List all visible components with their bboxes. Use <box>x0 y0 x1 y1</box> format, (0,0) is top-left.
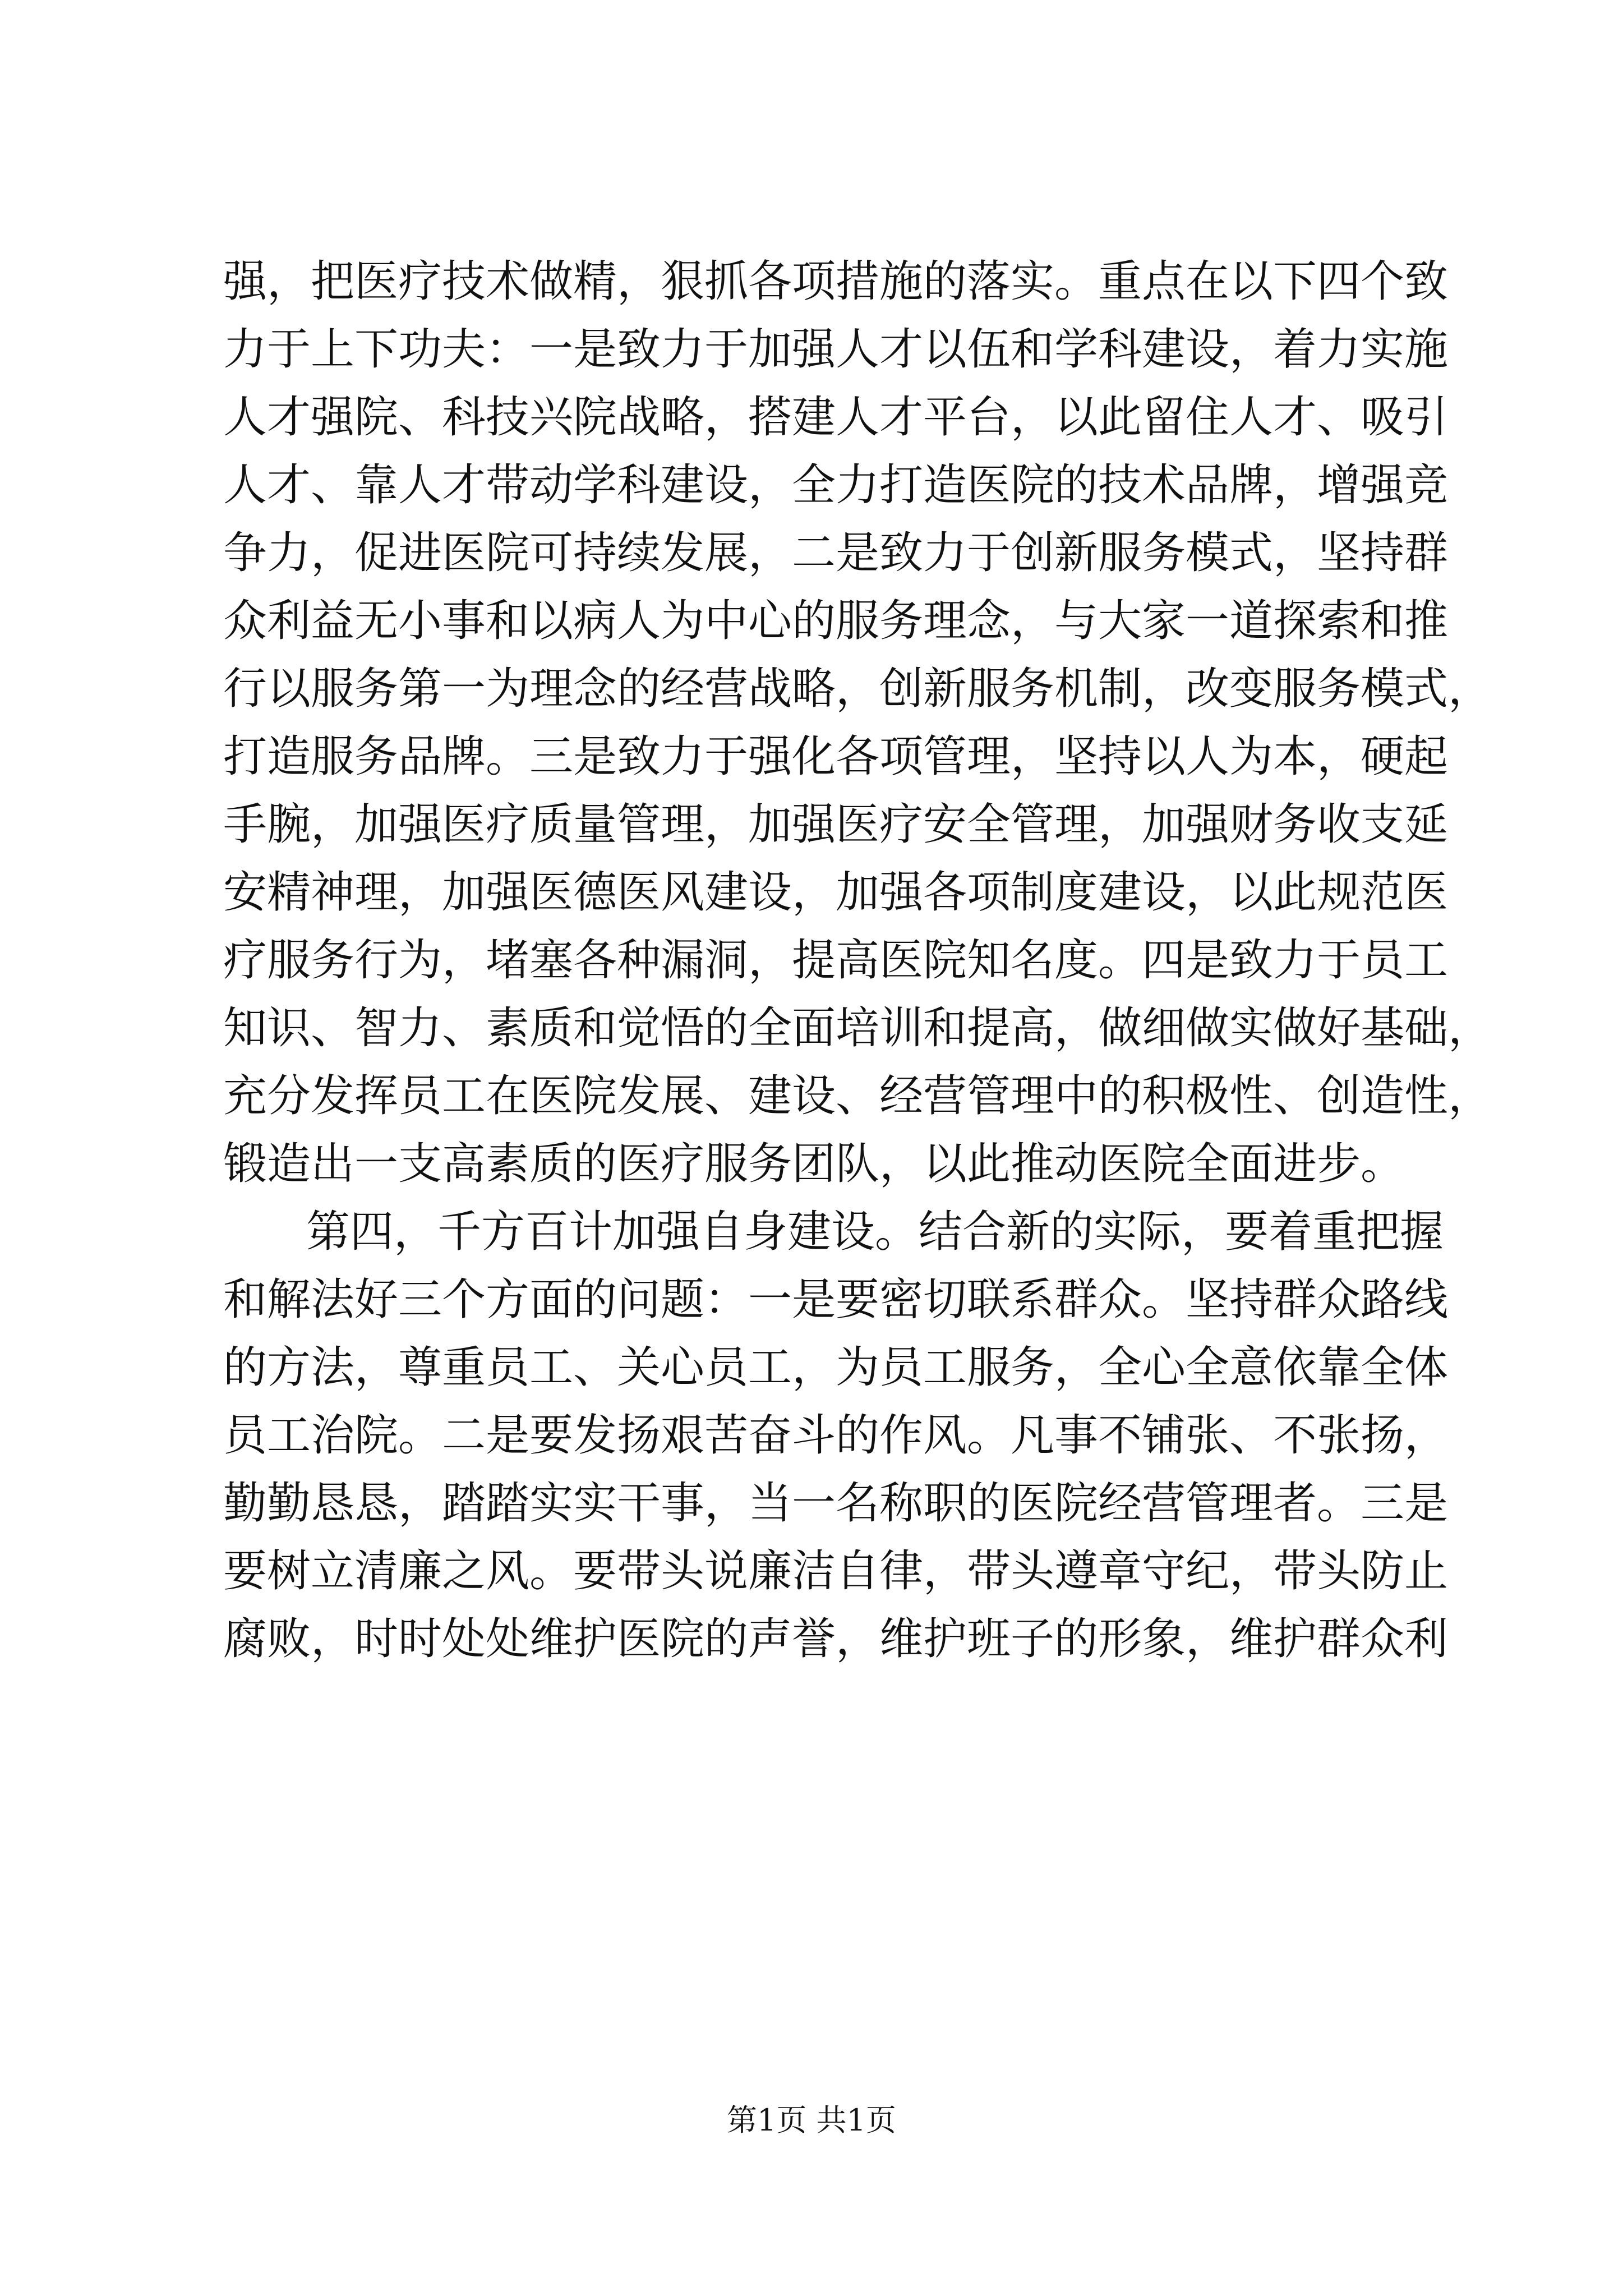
text-line: 员工治院。二是要发扬艰苦奋斗的作风。凡事不铺张、不张扬， <box>223 1410 1449 1461</box>
text-line: 勤勤恳恳，踏踏实实干事，当一名称职的医院经营管理者。三是 <box>223 1478 1449 1529</box>
text-line: 和解法好三个方面的问题：一是要密切联系群众。坚持群众路线 <box>223 1274 1449 1325</box>
text-line: 锻造出一支高素质的医疗服务团队，以此推动医院全面进步。 <box>223 1139 1405 1189</box>
text-line: 疗服务行为，堵塞各种漏洞，提高医院知名度。四是致力于员工 <box>223 935 1449 986</box>
text-line: 充分发挥员工在医院发展、建设、经营管理中的积极性、创造性， <box>223 1071 1492 1121</box>
text-line: 众利益无小事和以病人为中心的服务理念，与大家一道探索和推 <box>223 596 1449 646</box>
text-line: 的方法，尊重员工、关心员工，为员工服务，全心全意依靠全体 <box>223 1342 1449 1393</box>
text-line: 腐败，时时处处维护医院的声誉，维护班子的形象，维护群众利 <box>223 1614 1449 1664</box>
text-line: 争力，促进医院可持续发展，二是致力于创新服务模式，坚持群 <box>223 528 1449 578</box>
page-footer: 第1页 共1页 <box>727 2102 896 2138</box>
text-line: 知识、智力、素质和觉悟的全面培训和提高，做细做实做好基础， <box>223 1003 1492 1053</box>
text-line: 行以服务第一为理念的经营战略，创新服务机制，改变服务模式， <box>223 664 1492 714</box>
text-line: 手腕，加强医疗质量管理，加强医疗安全管理，加强财务收支延 <box>223 799 1449 850</box>
text-line: 力于上下功夫：一是致力于加强人才以伍和学科建设，着力实施 <box>223 324 1449 375</box>
text-line: 人才强院、科技兴院战略，搭建人才平台，以此留住人才、吸引 <box>223 392 1449 443</box>
text-line: 要树立清廉之风。要带头说廉洁自律，带头遵章守纪，带头防止 <box>223 1546 1449 1596</box>
text-line: 打造服务品牌。三是致力于强化各项管理，坚持以人为本，硬起 <box>223 731 1449 782</box>
text-line: 安精神理，加强医德医风建设，加强各项制度建设，以此规范医 <box>223 867 1449 918</box>
text-line: 人才、靠人才带动学科建设，全力打造医院的技术品牌，增强竞 <box>223 460 1449 510</box>
text-line: 强，把医疗技术做精，狠抓各项措施的落实。重点在以下四个致 <box>223 256 1449 307</box>
paragraph-first-line: 第四，千方百计加强自身建设。结合新的实际，要着重把握 <box>306 1207 1444 1257</box>
